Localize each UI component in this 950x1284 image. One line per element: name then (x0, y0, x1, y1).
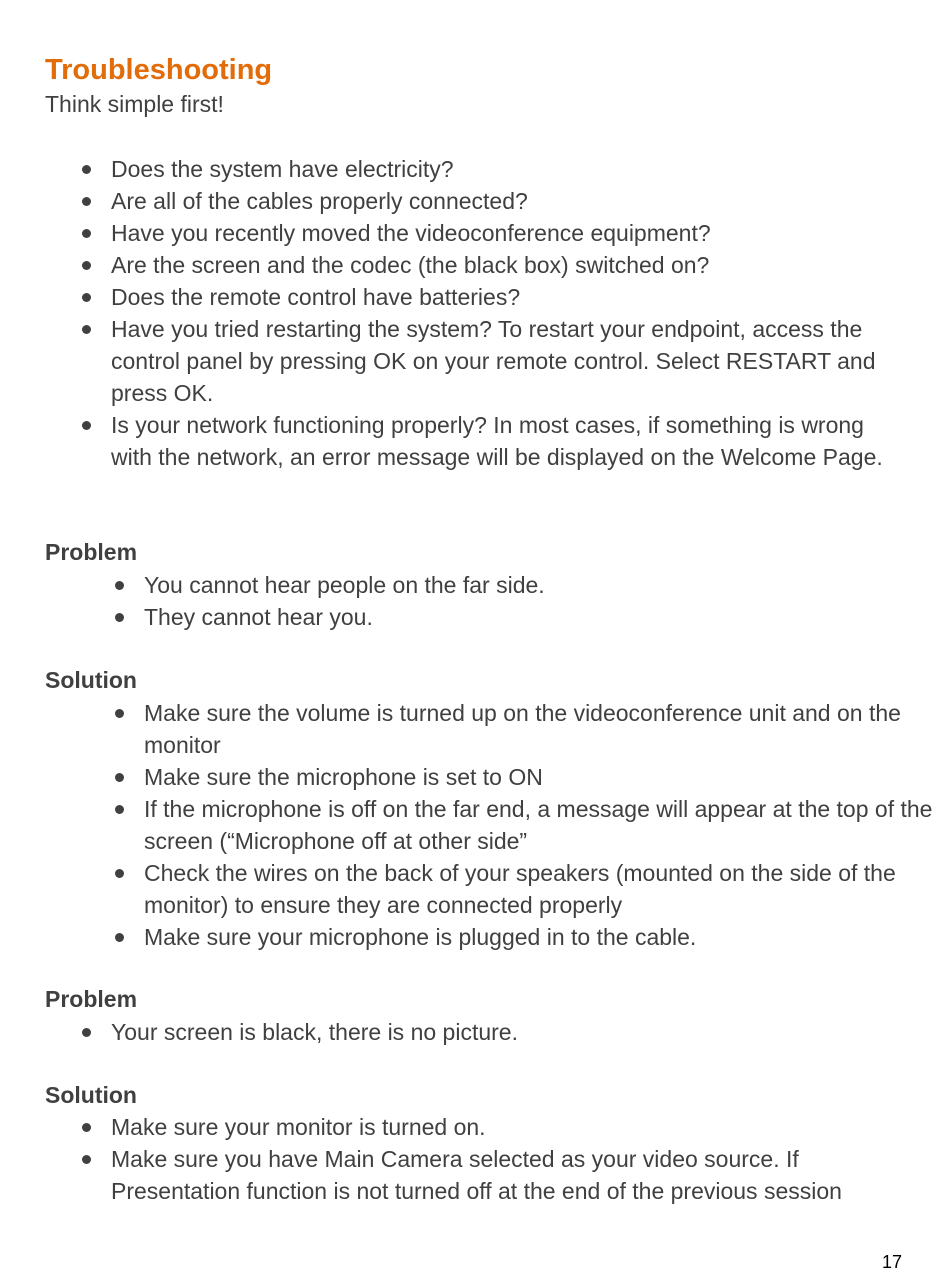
solution-heading: Solution (45, 667, 137, 693)
list-item-text: Does the system have electricity? (111, 156, 454, 182)
list-item-text: Your screen is black, there is no picture. (111, 1019, 518, 1045)
list-item (144, 697, 934, 761)
list-item-text: Have you tried restarting the system? To restart your endpoint, access the control panel by pressing OK on your remote control. Select RESTART and press OK. (111, 316, 876, 406)
list-item (144, 601, 934, 633)
list-item-text: Make sure you have Main Camera selected as your video source. If Presentation function is not turned off at the end of the previous session (111, 1146, 842, 1204)
list-item (111, 281, 901, 313)
list-item-text: If the microphone is off on the far end, a message will appear at the top of the screen (“Microphone off at other side” (144, 796, 933, 854)
bullet-icon (115, 869, 124, 878)
bullet-icon (82, 229, 91, 238)
list-item (111, 1143, 901, 1207)
bullet-icon (115, 933, 124, 942)
list-item (111, 1111, 901, 1143)
checklist (111, 153, 901, 473)
list-item-text: Make sure the microphone is set to ON (144, 764, 543, 790)
list-item-text: Are the screen and the codec (the black box) switched on? (111, 252, 710, 278)
list-item (144, 921, 934, 953)
list-item (144, 857, 934, 921)
bullet-icon (82, 325, 91, 334)
bullet-icon (82, 1123, 91, 1132)
list-item-text: Is your network functioning properly? In most cases, if something is wrong with the network, an error message will be displayed on the Welcome Page. (111, 412, 883, 470)
list-item (111, 185, 901, 217)
bullet-icon (115, 581, 124, 590)
list-item-text: Have you recently moved the videoconference equipment? (111, 220, 711, 246)
list-item-text: Check the wires on the back of your speakers (mounted on the side of the monitor) to ensure they are connected properly (144, 860, 896, 918)
problem-list (111, 1016, 901, 1048)
bullet-icon (82, 261, 91, 270)
bullet-icon (82, 1028, 91, 1037)
list-item-text: Make sure the volume is turned up on the videoconference unit and on the monitor (144, 700, 901, 758)
list-item-text: Make sure your monitor is turned on. (111, 1114, 486, 1140)
bullet-icon (82, 165, 91, 174)
list-item (111, 1016, 901, 1048)
list-item-text: You cannot hear people on the far side. (144, 572, 545, 598)
list-item (111, 217, 901, 249)
list-item-text: Are all of the cables properly connected? (111, 188, 528, 214)
page-title: Troubleshooting (45, 54, 273, 86)
list-item (111, 249, 901, 281)
solution-list (111, 1111, 901, 1207)
bullet-icon (82, 293, 91, 302)
list-item-text: They cannot hear you. (144, 604, 373, 630)
list-item (144, 761, 934, 793)
problem-heading: Problem (45, 539, 138, 565)
list-item (111, 409, 901, 473)
list-item (111, 313, 901, 409)
bullet-icon (82, 197, 91, 206)
solution-heading: Solution (45, 1082, 137, 1108)
bullet-icon (82, 421, 91, 430)
page-number: 17 (881, 1252, 902, 1272)
bullet-icon (115, 805, 124, 814)
problem-heading: Problem (45, 986, 138, 1012)
list-item-text: Does the remote control have batteries? (111, 284, 521, 310)
bullet-icon (82, 1155, 91, 1164)
solution-list (144, 697, 934, 953)
list-item (144, 569, 934, 601)
list-item (144, 793, 934, 857)
bullet-icon (115, 613, 124, 622)
bullet-icon (115, 709, 124, 718)
bullet-icon (115, 773, 124, 782)
page-subtitle: Think simple first! (45, 91, 224, 117)
list-item (111, 153, 901, 185)
problem-list (144, 569, 934, 633)
list-item-text: Make sure your microphone is plugged in to the cable. (144, 924, 697, 950)
